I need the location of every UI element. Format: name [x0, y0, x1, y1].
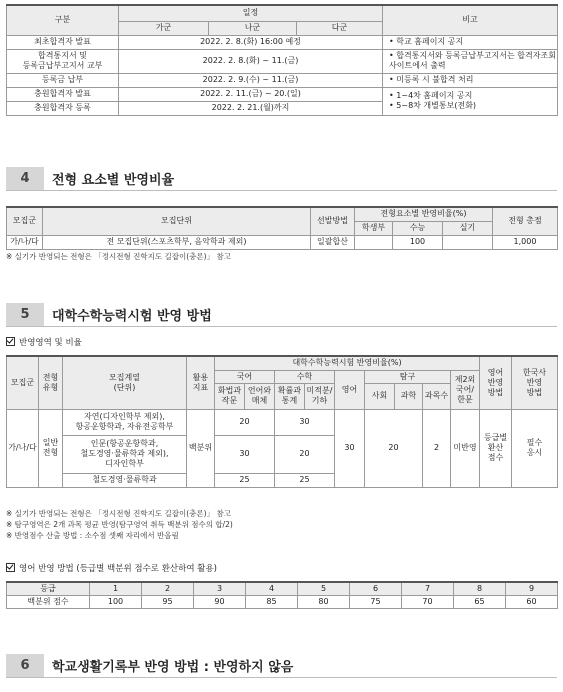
col-csat: 수능	[393, 221, 443, 235]
col-science: 과학	[395, 383, 423, 409]
row-label: 충원합격자 등록	[7, 101, 119, 115]
cell-index: 백분위	[187, 409, 215, 487]
section-number: 4	[6, 167, 44, 191]
section-5-header	[6, 303, 557, 327]
col-category: 구분	[7, 5, 119, 35]
col-practical: 실기	[443, 221, 493, 235]
grade-cell: 8	[454, 582, 506, 595]
col-group-da: 다군	[297, 21, 383, 35]
col-group-na: 나군	[209, 21, 297, 35]
cell-history: 필수 응시	[512, 409, 558, 487]
cell-math: 25	[275, 473, 335, 487]
col-eng-method: 영어 반영 방법	[480, 356, 512, 409]
note: ※ 실기가 반영되는 전형은 「정시전형 진학지도 길잡이(충론)」 참고	[6, 509, 231, 518]
col-second-lang: 제2외 국어/ 한문	[451, 370, 480, 409]
cell-method: 일괄합산	[311, 235, 355, 249]
table-row	[7, 87, 558, 101]
col-social: 사회	[365, 383, 395, 409]
cell-second-lang: 미반영	[451, 409, 480, 487]
cell-english: 30	[335, 409, 365, 487]
col-history: 한국사 반영 방법	[512, 356, 558, 409]
grade-cell: 6	[350, 582, 402, 595]
note: ※ 탐구영역은 2개 과목 평균 반영(탐구영역 취득 백분위 점수의 합/2)	[6, 520, 233, 529]
score-cell: 85	[246, 595, 298, 608]
score-cell: 70	[402, 595, 454, 608]
cell-total: 1,000	[493, 235, 558, 249]
table-row	[7, 409, 558, 435]
section-title: 전형 요소별 반영비율	[52, 173, 175, 188]
subheading-text: 반영영역 및 비율	[19, 338, 82, 348]
col-schedule: 일정	[119, 5, 383, 21]
table-row	[7, 73, 558, 87]
row-label: 등록금 납부	[7, 73, 119, 87]
col-group-ga: 가군	[119, 21, 209, 35]
col-inquiry: 탐구	[365, 370, 451, 383]
grade-cell: 2	[142, 582, 194, 595]
cell-math: 20	[275, 435, 335, 473]
col-remarks: 비고	[383, 5, 558, 35]
cell-num-subjects: 2	[423, 409, 451, 487]
score-cell: 80	[298, 595, 350, 608]
cell-unit: 철도경영·물류학과	[63, 473, 187, 487]
col-index: 활용 지표	[187, 356, 215, 409]
cell-inquiry: 20	[365, 409, 423, 487]
col-group: 모집군	[7, 356, 39, 409]
cell-korean: 20	[215, 409, 275, 435]
grade-cell: 3	[194, 582, 246, 595]
col-math: 수학	[275, 370, 335, 383]
score-label: 백분위 점수	[7, 595, 90, 608]
col-k2: 언어와 매체	[245, 383, 275, 409]
row-date: 2022. 2. 8.(화) 16:00 예정	[119, 35, 383, 49]
row-label: 최초합격자 발표	[7, 35, 119, 49]
col-unit: 모집계열 (단위)	[63, 356, 187, 409]
english-grade-table	[6, 581, 558, 609]
checkbox-icon	[6, 563, 15, 572]
grade-cell: 9	[506, 582, 558, 595]
grade-row	[7, 582, 558, 595]
cell-group: 가/나/다	[7, 409, 39, 487]
section-4-header	[6, 167, 557, 191]
section-divider	[6, 190, 557, 191]
col-k1: 화법과 작문	[215, 383, 245, 409]
note: ※ 실기가 반영되는 전형은 「정시전형 진학지도 길잡이(충론)」 참고	[6, 252, 231, 261]
col-num-subjects: 과목수	[423, 383, 451, 409]
remark: • 합격통지서와 등록금납부고지서는 합격자조회 사이트에서 출력	[383, 49, 558, 73]
cell-unit: 인문(항공운항학과, 철도경영·물류학과 제외), 디자인학부	[63, 435, 187, 473]
col-korean: 국어	[215, 370, 275, 383]
score-cell: 90	[194, 595, 246, 608]
grade-cell: 1	[90, 582, 142, 595]
remark: • 학교 홈페이지 공지	[383, 35, 558, 49]
subheading-ratio	[6, 336, 82, 348]
col-english: 영어	[335, 370, 365, 409]
cell-unit: 전 모집단위(스포츠학부, 음악학과 제외)	[43, 235, 311, 249]
score-cell: 75	[350, 595, 402, 608]
section-number: 5	[6, 303, 44, 327]
cell-practical	[443, 235, 493, 249]
cell-unit: 자연(디자인학부 제외), 항공운항학과, 자유전공학부	[63, 409, 187, 435]
row-date: 2022. 2. 11.(금) ~ 20.(일)	[119, 87, 383, 101]
grade-cell: 7	[402, 582, 454, 595]
subheading-text: 영어 반영 방법 (등급별 백분위 점수로 환산하여 활용)	[19, 564, 217, 574]
cell-korean: 30	[215, 435, 275, 473]
remark: • 1~4차 홈페이지 공지 • 5~8차 개별통보(전화)	[383, 87, 558, 115]
col-type: 전형 유형	[39, 356, 63, 409]
score-row	[7, 595, 558, 608]
row-date: 2022. 2. 8.(화) ~ 11.(금)	[119, 49, 383, 73]
row-label: 충원합격자 발표	[7, 87, 119, 101]
col-group: 모집군	[7, 207, 43, 235]
grade-label: 등급	[7, 582, 90, 595]
cell-type: 일반 전형	[39, 409, 63, 487]
cell-math: 30	[275, 409, 335, 435]
score-cell: 60	[506, 595, 558, 608]
checkbox-icon	[6, 337, 15, 346]
cell-csat: 100	[393, 235, 443, 249]
score-cell: 100	[90, 595, 142, 608]
cell-eng-method: 등급별 환산 점수	[480, 409, 512, 487]
section-title: 대학수학능력시험 반영 방법	[52, 309, 212, 324]
col-ratio: 대학수학능력시험 반영비율(%)	[215, 356, 480, 370]
note: ※ 반영점수 산출 방법 : 소수점 셋째 자리에서 반올림	[6, 531, 179, 540]
cell-group: 가/나/다	[7, 235, 43, 249]
col-m1: 확률과 통계	[275, 383, 305, 409]
grade-cell: 4	[246, 582, 298, 595]
section-title: 학교생활기록부 반영 방법 : 반영하지 않음	[52, 660, 294, 675]
cell-korean: 25	[215, 473, 275, 487]
col-total: 전형 총점	[493, 207, 558, 235]
score-cell: 95	[142, 595, 194, 608]
schedule-table	[6, 4, 558, 116]
remark: • 미등록 시 불합격 처리	[383, 73, 558, 87]
col-method: 선발방법	[311, 207, 355, 235]
row-date: 2022. 2. 9.(수) ~ 11.(금)	[119, 73, 383, 87]
section-number: 6	[6, 654, 44, 678]
section-divider	[6, 326, 557, 327]
section-6-header	[6, 654, 557, 678]
table-row	[7, 49, 558, 73]
subheading-english	[6, 562, 217, 574]
row-date: 2022. 2. 21.(월)까지	[119, 101, 383, 115]
ratio-table	[6, 206, 558, 250]
csat-table	[6, 355, 558, 488]
col-ratio: 전형요소별 반영비율(%)	[355, 207, 493, 221]
col-record: 학생부	[355, 221, 393, 235]
section-divider	[6, 677, 557, 678]
table-row	[7, 35, 558, 49]
col-m2: 미적분/ 기하	[305, 383, 335, 409]
score-cell: 65	[454, 595, 506, 608]
col-unit: 모집단위	[43, 207, 311, 235]
row-label: 합격통지서 및 등록금납부고지서 교부	[7, 49, 119, 73]
grade-cell: 5	[298, 582, 350, 595]
cell-record	[355, 235, 393, 249]
table-row	[7, 235, 558, 249]
